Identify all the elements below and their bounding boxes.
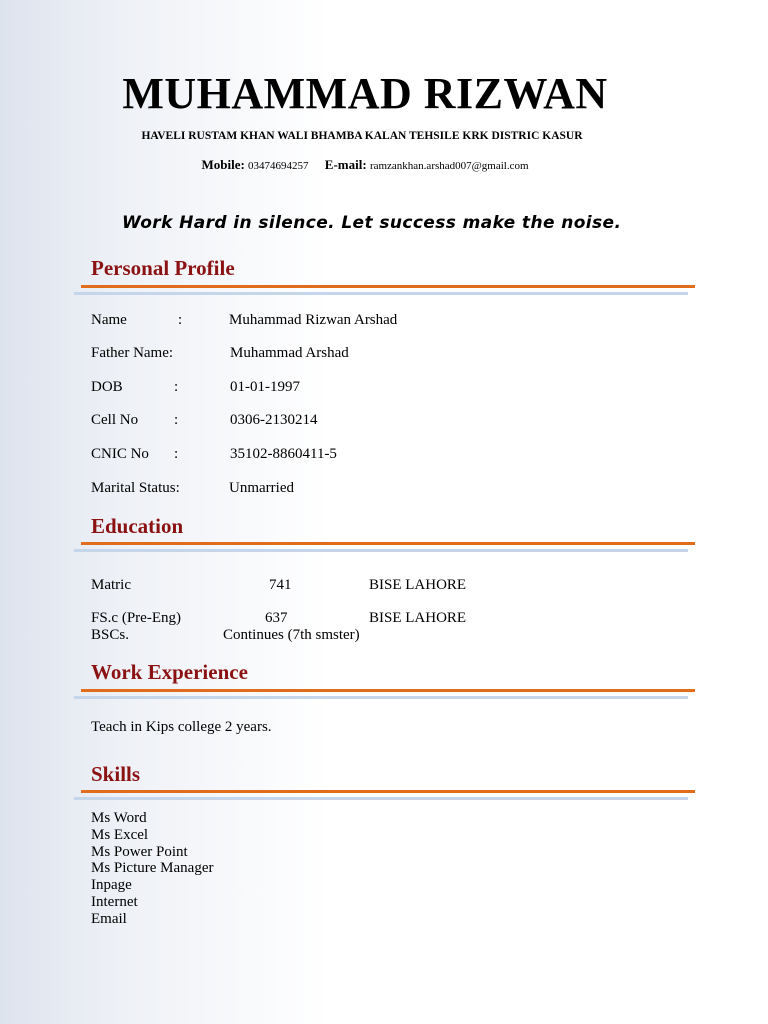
education-status: Continues (7th smster)	[223, 627, 360, 643]
section-divider	[74, 292, 688, 295]
profile-label-father-name: Father Name:	[91, 345, 174, 361]
section-divider	[81, 689, 695, 692]
education-board: BISE LAHORE	[369, 577, 467, 593]
section-title-skills: Skills	[91, 762, 141, 786]
profile-separator: :	[174, 412, 179, 428]
profile-value-father-name: Muhammad Arshad	[230, 345, 349, 361]
contact-line	[0, 157, 730, 173]
profile-value-cell: 0306-2130214	[230, 412, 318, 428]
email-label: E-mail:	[324, 157, 367, 172]
section-divider	[74, 549, 688, 552]
profile-label-name: Name	[91, 312, 127, 328]
education-degree: Matric	[91, 577, 131, 593]
profile-label-cell: Cell No	[91, 412, 139, 428]
skill-item: Ms Power Point	[91, 843, 188, 860]
education-marks: 637	[265, 610, 288, 626]
profile-value-dob: 01-01-1997	[230, 379, 300, 395]
education-degree: FS.c (Pre-Eng)	[91, 610, 181, 626]
profile-label-dob: DOB	[91, 379, 123, 395]
profile-value-cnic: 35102-8860411-5	[230, 446, 337, 462]
profile-separator: :	[178, 312, 183, 328]
section-title-work-experience: Work Experience	[91, 660, 248, 684]
work-experience-text: Teach in Kips college 2 years.	[91, 719, 272, 735]
resume-name: MUHAMMAD RIZWAN	[122, 69, 608, 118]
skill-item: Ms Excel	[91, 826, 149, 843]
profile-label-cnic: CNIC No	[91, 446, 149, 462]
section-title-education: Education	[91, 514, 184, 538]
address: HAVELI RUSTAM KHAN WALI BHAMBA KALAN TEHSILE KRK DISTRIC KASUR	[141, 130, 583, 142]
skills-list	[91, 810, 213, 928]
skill-item: Internet	[91, 893, 138, 910]
profile-separator: :	[174, 446, 179, 462]
education-marks: 741	[269, 577, 292, 593]
section-divider	[74, 797, 688, 800]
skill-item: Ms Word	[91, 810, 147, 826]
mobile-value: 03474694257	[248, 160, 309, 172]
motto: Work Hard in silence. Let success make the noise.	[122, 213, 622, 233]
education-board: BISE LAHORE	[369, 610, 467, 626]
section-title-personal-profile: Personal Profile	[91, 256, 235, 280]
skill-item: Inpage	[91, 877, 132, 894]
profile-label-marital-status: Marital Status:	[91, 480, 180, 496]
skill-item: Email	[91, 910, 127, 927]
section-divider	[81, 790, 695, 793]
section-divider	[81, 285, 695, 288]
education-degree: BSCs.	[91, 627, 129, 643]
email-value: ramzankhan.arshad007@gmail.com	[369, 160, 529, 172]
profile-value-name: Muhammad Rizwan Arshad	[229, 312, 398, 328]
skill-item: Ms Picture Manager	[91, 860, 214, 877]
profile-value-marital-status: Unmarried	[229, 480, 294, 496]
profile-separator: :	[174, 379, 179, 395]
section-divider	[81, 542, 695, 545]
mobile-label: Mobile:	[201, 157, 245, 172]
section-divider	[74, 696, 688, 699]
